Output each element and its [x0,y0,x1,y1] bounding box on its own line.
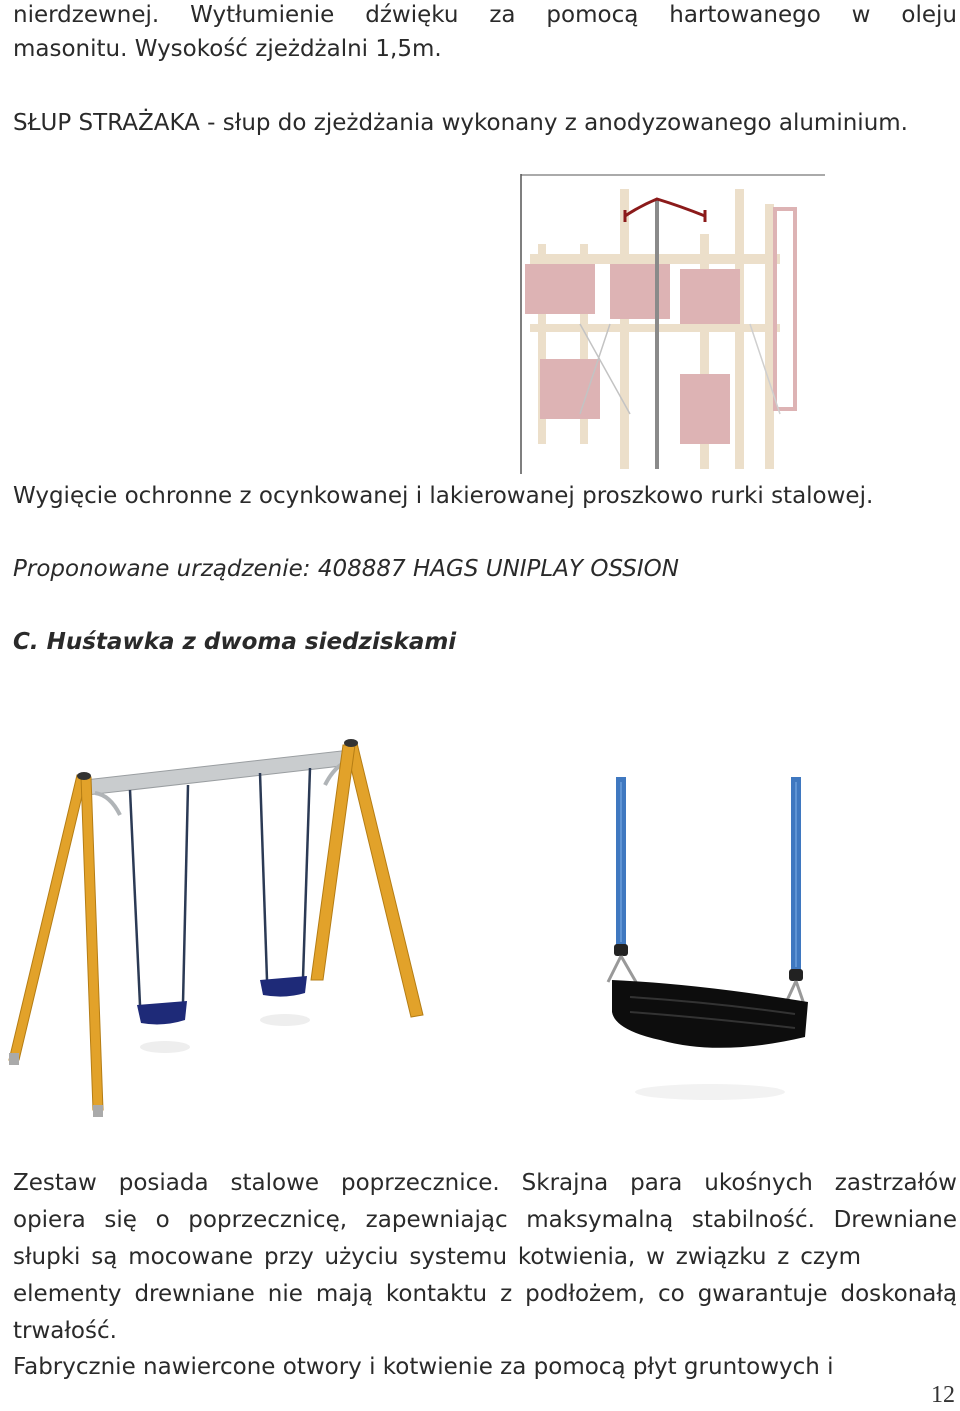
body-text-line: opiera się o poprzecznicę, zapewniając maksymalną stabilność. Drewniane [13,1207,957,1233]
double-swing-image [5,735,435,1120]
body-text-line: trwałość. [13,1318,117,1344]
section-heading: C. Huśtawka z dwoma siedziskami [13,629,457,655]
body-text-line: nierdzewnej. Wytłumienie dźwięku za pomocą hartowanego w oleju [13,2,957,28]
page-number: 12 [931,1382,955,1408]
body-text-line: Fabrycznie nawiercone otwory i kotwienie za pomocą płyt gruntowych i [13,1354,834,1380]
body-text-line: elementy drewniane nie mają kontaktu z podłożem, co gwarantuje doskonałą [13,1281,957,1307]
body-text-line: Zestaw posiada stalowe poprzecznice. Skrajna para ukośnych zastrzałów [13,1170,957,1196]
pole-description: SŁUP STRAŻAKA - słup do zjeżdżania wykonany z anodyzowanego aluminium. [13,110,908,136]
body-text-line: masonitu. Wysokość zjeżdżalni 1,5m. [13,36,442,62]
swing-seat-image [600,772,825,1102]
proposed-device: Proponowane urządzenie: 408887 HAGS UNIPLAY OSSION [13,556,679,582]
body-text-line: słupki są mocowane przy użyciu systemu kotwienia, w związku z czym [13,1244,861,1270]
protective-bend-text: Wygięcie ochronne z ocynkowanej i lakierowanej proszkowo rurki stalowej. [13,483,874,509]
fireman-pole-image [520,174,830,479]
